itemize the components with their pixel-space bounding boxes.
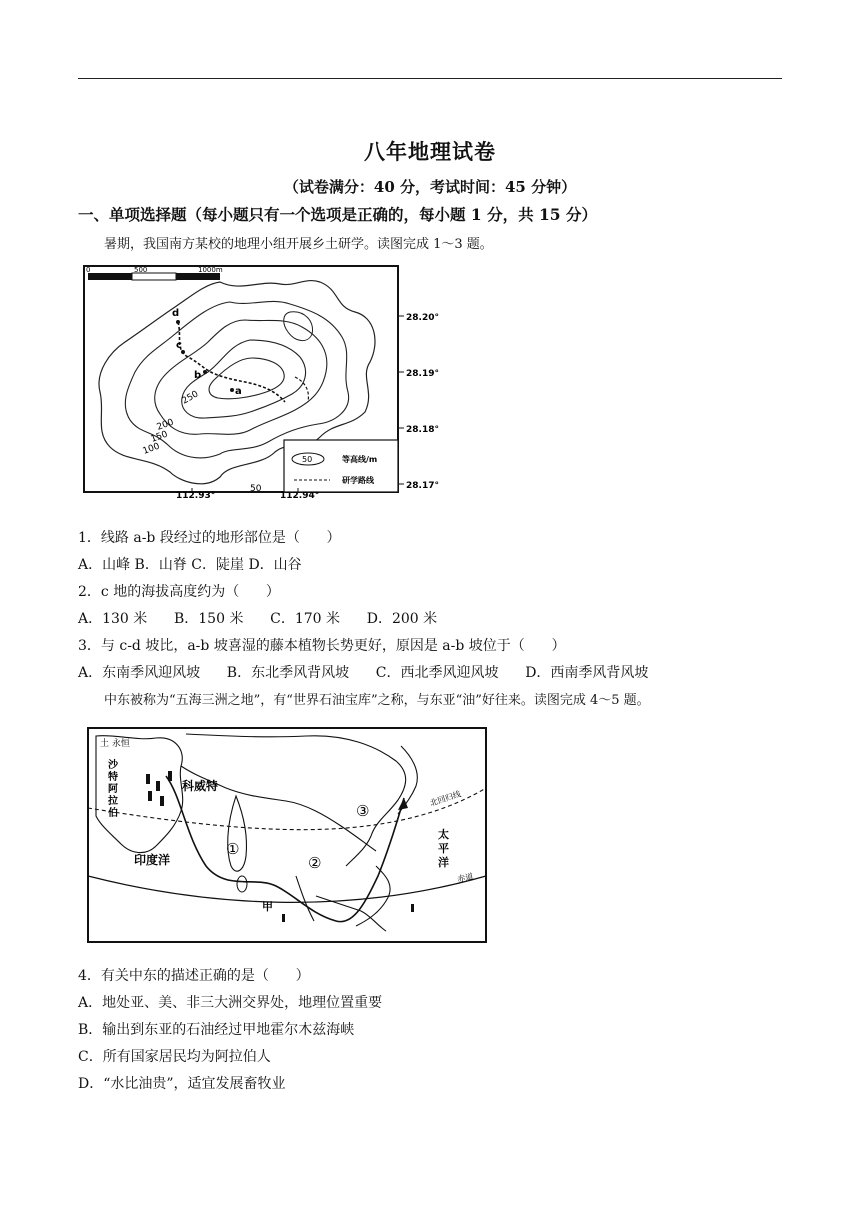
- svg-text:太: 太: [438, 828, 449, 841]
- lat-label-2817: 28.17°: [406, 481, 439, 491]
- map2-frame: [88, 728, 486, 942]
- point-d-label: d: [172, 308, 180, 319]
- svg-text:阿: 阿: [108, 784, 118, 795]
- contour-map: [80, 262, 460, 498]
- svg-text:平: 平: [438, 842, 449, 855]
- scale-label-1000: 1000m: [198, 266, 223, 274]
- question-3: 3．与 c-d 坡比，a-b 坡喜湿的藤本植物长势更好，原因是 a-b 坡位于（ ）: [78, 638, 566, 654]
- svg-text:沙: 沙: [108, 760, 118, 771]
- page-title: 八年地理试卷: [364, 139, 496, 164]
- legend-route-label: 研学路线: [342, 476, 374, 485]
- question-1-options: A．山峰 B．山脊 C．陡崖 D．山谷: [78, 557, 302, 573]
- point-b: [203, 370, 207, 374]
- question-4-option-b: B．输出到东亚的石油经过甲地霍尔木兹海峡: [78, 1022, 355, 1038]
- svg-text:拉: 拉: [108, 796, 118, 807]
- contour-label-200: 200: [155, 417, 176, 433]
- jia-label: 甲: [262, 900, 273, 913]
- point-c-label: c: [176, 340, 182, 351]
- svg-text:特: 特: [108, 772, 118, 783]
- question-3-options: A．东南季风迎风坡 B．东北季风背风坡 C．西北季风迎风坡 D．西南季风背风坡: [78, 665, 649, 681]
- lat-label-2820: 28.20°: [406, 313, 439, 323]
- point-b-label: b: [194, 370, 202, 381]
- question-2: 2．c 地的海拔高度约为（ ）: [78, 584, 280, 600]
- oil-route-map: [86, 726, 488, 944]
- svg-text:洋: 洋: [438, 856, 449, 869]
- contour-label-150: 150: [149, 429, 170, 445]
- equator-label: 赤道: [456, 871, 475, 884]
- contour-label-250: 250: [180, 389, 201, 407]
- question-2-options: A．130 米 B．150 米 C．170 米 D．200 米: [78, 611, 438, 627]
- marker-2: ②: [308, 854, 322, 872]
- lon-label-11294: 112.94°: [280, 491, 320, 498]
- contour-label-100: 100: [141, 441, 162, 457]
- question-4-option-d: D．“水比油贵”，适宜发展畜牧业: [78, 1076, 286, 1092]
- intro-1: 暑期，我国南方某校的地理小组开展乡土研学。读图完成 1～3 题。: [104, 237, 493, 252]
- lat-label-2818: 28.18°: [406, 425, 439, 435]
- marker-3: ③: [356, 802, 370, 820]
- legend-contour-label: 等高线/m: [342, 455, 378, 464]
- marker-1: ①: [226, 840, 240, 858]
- exam-info: （试卷满分：40 分，考试时间：45 分钟）: [283, 178, 577, 196]
- lon-label-11293: 112.93°: [176, 491, 216, 498]
- tropic-label: 北回归线: [428, 789, 463, 808]
- header-rule: [78, 78, 782, 79]
- saudi-arabia-label: [108, 758, 119, 819]
- kuwait-label: 科威特: [182, 779, 219, 793]
- indian-ocean-label: 印度洋: [134, 853, 171, 867]
- map-legend: [284, 440, 398, 492]
- point-a: [230, 388, 234, 392]
- legend-contour-value: 50: [302, 455, 313, 464]
- section-heading: 一、单项选择题（每小题只有一个选项是正确的，每小题 1 分，共 15 分）: [78, 205, 597, 224]
- question-4-option-a: A．地处亚、美、非三大洲交界处，地理位置重要: [78, 995, 383, 1011]
- question-4-option-c: C．所有国家居民均为阿拉伯人: [78, 1049, 271, 1065]
- intro-2: 中东被称为“五海三洲之地”，有“世界石油宝库”之称，与东亚“油”好往来。读图完成 4～5 题。: [104, 693, 650, 708]
- question-1: 1．线路 a-b 段经过的地形部位是（ ）: [78, 530, 341, 546]
- point-d: [176, 320, 180, 324]
- scale-label-500: 500: [134, 266, 148, 274]
- svg-text:伯: 伯: [108, 808, 118, 819]
- question-4: 4．有关中东的描述正确的是（ ）: [78, 968, 310, 984]
- pacific-ocean-label: [437, 827, 449, 869]
- map2-top-label: 土 永恒: [100, 739, 130, 749]
- point-a-label: a: [235, 386, 242, 397]
- contour-label-50: 50: [250, 484, 262, 494]
- scale-label-0: 0: [86, 266, 91, 274]
- lat-label-2819: 28.19°: [406, 369, 439, 379]
